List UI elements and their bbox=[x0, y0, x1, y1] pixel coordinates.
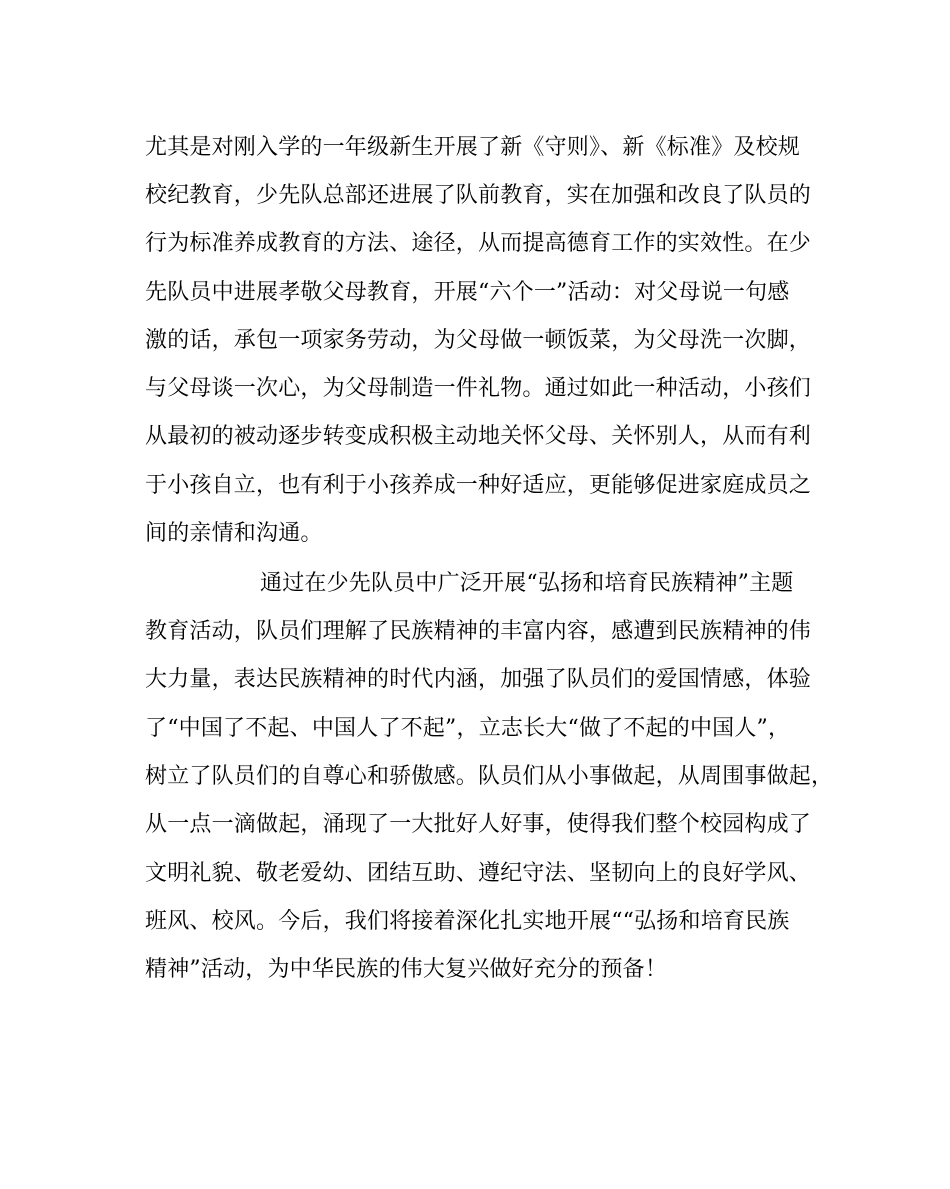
paragraph-2-line-2: 教育活动，队员们理解了民族精神的丰富内容，感遭到民族精神的伟 bbox=[145, 619, 812, 644]
paragraph-2-line-6: 从一点一滴做起，涌现了一大批好人好事，使得我们整个校园构成了 bbox=[145, 812, 812, 837]
paragraph-1-line-1: 尤其是对刚入学的一年级新生开展了新《守则》、新《标准》及校规 bbox=[145, 135, 801, 160]
paragraph-2-line-5: 树立了队员们的自尊心和骄傲感。队员们从小事做起，从周围事做起， bbox=[145, 764, 834, 789]
paragraph-1-line-8: 于小孩自立，也有利于小孩养成一种好适应，更能够促进家庭成员之 bbox=[145, 473, 812, 498]
paragraph-2-line-4: 了“中国了不起、中国人了不起”，立志长大“做了不起的中国人”， bbox=[145, 716, 791, 741]
paragraph-2-line-9: 精神”活动，为中华民族的伟大复兴做好充分的预备！ bbox=[145, 957, 668, 982]
paragraph-1-line-7: 从最初的被动逐步转变成积极主动地关怀父母、关怀别人，从而有利 bbox=[145, 424, 812, 449]
paragraph-2-line-7: 文明礼貌、敬老爱幼、团结互助、遵纪守法、坚韧向上的良好学风、 bbox=[145, 861, 812, 886]
paragraph-1-line-3: 行为标准养成教育的方法、途径，从而提高德育工作的实效性。在少 bbox=[145, 231, 812, 256]
paragraph-2-line-3: 大力量，表达民族精神的时代内涵，加强了队员们的爱国情感，体验 bbox=[145, 667, 812, 692]
paragraph-2-line-8: 班风、校风。今后，我们将接着深化扎实地开展““弘扬和培育民族 bbox=[145, 909, 790, 934]
paragraph-1-line-9: 间的亲情和沟通。 bbox=[145, 521, 323, 546]
paragraph-2-line-1: 通过在少先队员中广泛开展“弘扬和培育民族精神”主题 bbox=[260, 571, 794, 596]
paragraph-1-line-5: 激的话，承包一项家务劳动，为父母做一顿饭菜，为父母洗一次脚， bbox=[145, 328, 812, 353]
paragraph-1-line-4: 先队员中进展孝敬父母教育，开展“六个一”活动：对父母说一句感 bbox=[145, 280, 790, 305]
paragraph-1-line-6: 与父母谈一次心，为父母制造一件礼物。通过如此一种活动，小孩们 bbox=[145, 376, 812, 401]
paragraph-1-line-2: 校纪教育，少先队总部还进展了队前教育，实在加强和改良了队员的 bbox=[145, 183, 812, 208]
